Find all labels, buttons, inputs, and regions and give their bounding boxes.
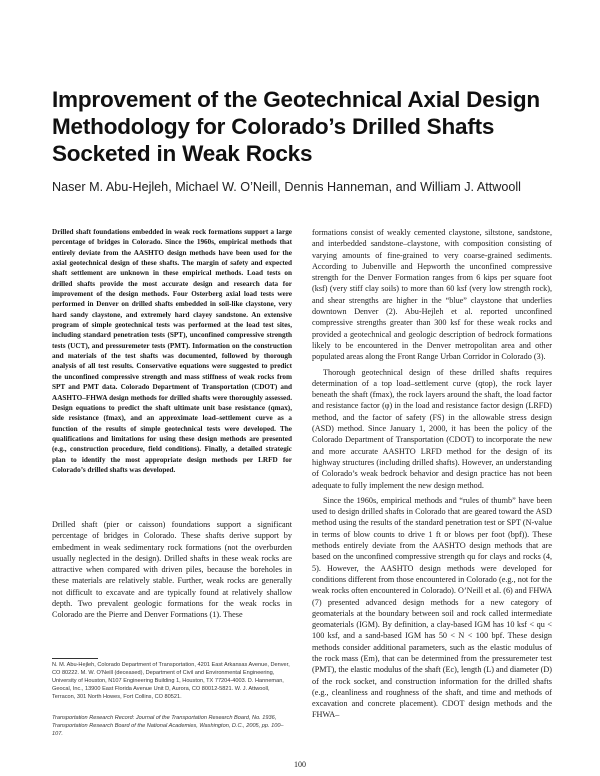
page-number: 100 [294, 760, 306, 769]
left-column-body [52, 519, 292, 621]
right-column-body [312, 227, 552, 721]
paper-title: Improvement of the Geotechnical Axial Design Methodology for Colorado’s Drilled Shafts Socketed in Weak Rocks [52, 87, 540, 166]
body-paragraph: Thorough geotechnical design of these drilled shafts requires determination of a top load–settlement curve (qtop), the rock layer beneath the shaft (fmax), the rock layers around the shaft, the load factor and resistance factor (φ) in the load and resistance factor design (LRFD) method, and the factor of safety (FS) in the allowable stress design (ASD) method. Since January 1, 2000, it has been the policy of the Colorado Department of Transportation (CDOT) to incorporate the new and more accurate AASHTO LRFD method for the design of its highway structures (including drilled shafts). However, an understanding of Colorado’s weak bedrock behavior and design practice has not been adequate to fully implement the new design method. [312, 367, 552, 490]
body-paragraph: Since the 1960s, empirical methods and “rules of thumb” have been used to design drilled shafts in Colorado that are geared toward the ASD method using the results of the standard penetration test or SPT (N-value in terms of blow counts to drive 1 ft or blows per foot (bpf)). These methods entirely deviate from the AASHTO design methods that are based on the unconfined compressive strength qu for clays and rocks (4, 5). However, the AASHTO design methods were developed for conditions different from those encountered in Colorado (e.g., not for the weak rocks often encountered in Colorado). O’Neill et al. (6) and FHWA (7) presented advanced design methods for a new category of geomaterials at the boundary between soil and rock called intermediate geomaterials (IGM). By definition, a clay-based IGM has 10 ksf < qu < 100 ksf, and a sand-based IGM has 50 < N < 100 bpf. These design methods consider additional parameters, such as the elastic modulus of the rock mass (Em), that can be determined from the pressuremeter test (PMT), the elastic modulus of the shaft (Ec), length (L) and diameter (D) of the rock socket, and construction information for the drilled shafts (e.g., cleanliness and roughness of the shaft, and time and methods of excavation and concrete placement). CDOT design methods and the FHWA– [312, 495, 552, 720]
abstract: Drilled shaft foundations embedded in weak rock formations support a large percentage of bridges in Colorado. Since the 1960s, empirical methods that entirely deviate from the AASHTO design methods have been used for the axial geotechnical design of these shafts. The margin of safety and expected shaft settlement are unknown in these empirical methods. Load tests on drilled shafts provide the most accurate design and research data for improvement of the design methods. Four Osterberg axial load tests were performed in Denver on drilled shafts embedded in soil-like claystone, very hard sandy claystone, and extremely hard clayey sandstone. An extensive program of simple geotechnical tests was performed at the load test sites, including standard penetration tests (SPT), unconfined compressive strength tests (UCT), and pressuremeter tests (PMT). Information on the construction and materials of the test shafts was documented, followed by thorough analysis of all test results. Conservative equations were suggested to predict the unconfined compressive strength and mass stiffness of weak rocks from SPT and PMT data. Colorado Department of Transportation (CDOT) and AASHTO–FHWA design methods for drilled shafts were thoroughly assessed. Design equations to predict the shaft ultimate unit base resistance (qmax), side resistance (fmax), and an approximate load–settlement curve as a function of the results of simple geotechnical tests were developed. The qualifications and limitations for using these design methods are presented (e.g., construction procedure, field conditions). Finally, a detailed strategic plan to identify the most appropriate design methods per LRFD for Colorado’s drilled shafts was developed. [52, 228, 292, 474]
journal-citation: Transportation Research Record: Journal of the Transportation Research Board, No. 1936, Transportation Research Board of the National Academies, Washington, D.C., 2005, pp. 100–107. [52, 715, 284, 737]
body-paragraph: Drilled shaft (pier or caisson) foundations support a significant percentage of bridges in Colorado. These shafts derive support by embedment in weak sedimentary rock formations (not the overburden usually neglected in the design). Drilled shafts in these weak rocks are attractive when compared with driven piles, because the boreholes in these materials are relatively stable. Further, weak rocks are generally not difficult to excavate and are typically found at relatively shallow depth. Two prevalent geologic formations for the weak rocks in Colorado are the Pierre and Denver Formations (1). These [52, 520, 292, 620]
author-list: Naser M. Abu-Hejleh, Michael W. O’Neill, Dennis Hanneman, and William J. Attwooll [52, 180, 521, 194]
footnote-rule [52, 658, 98, 659]
author-affiliations: N. M. Abu-Hejleh, Colorado Department of Transportation, 4201 East Arkansas Avenue, Denver, CO 80222. M. W. O’Neill (deceased), Department of Civil and Environmental Engineering, University of Houston, N107 Engineering Building 1, Houston, TX 77204-4003. D. Hanneman, Geocal, Inc., 13900 East Florida Avenue Unit D, Aurora, CO 80012-5821. W. J. Attwooll, Terracon, 301 North Howes, Fort Collins, CO 80521. [52, 662, 290, 700]
body-paragraph: formations consist of weakly cemented claystone, siltstone, sandstone, and interbedded sandstone–claystone, with composition consisting of varying amounts of fine-grained to very coarse-grained sediments. According to Jubenville and Hepworth the unconfined compressive strength for the Denver Formation ranges from 6 kips per square foot (ksf) (very stiff clay soils) to more than 60 ksf (very low strength rock), and shear strengths are higher in the “blue” claystone that underlies downtown Denver (2). Abu-Hejleh et al. reported unconfined compressive strengths greater than 300 ksf for these weak rocks and provided a geotechnical and geologic description of bedrock formations likely to be encountered in the Denver metropolitan area and other populated areas along the Front Range Urban Corridor in Colorado (3). [312, 228, 552, 362]
